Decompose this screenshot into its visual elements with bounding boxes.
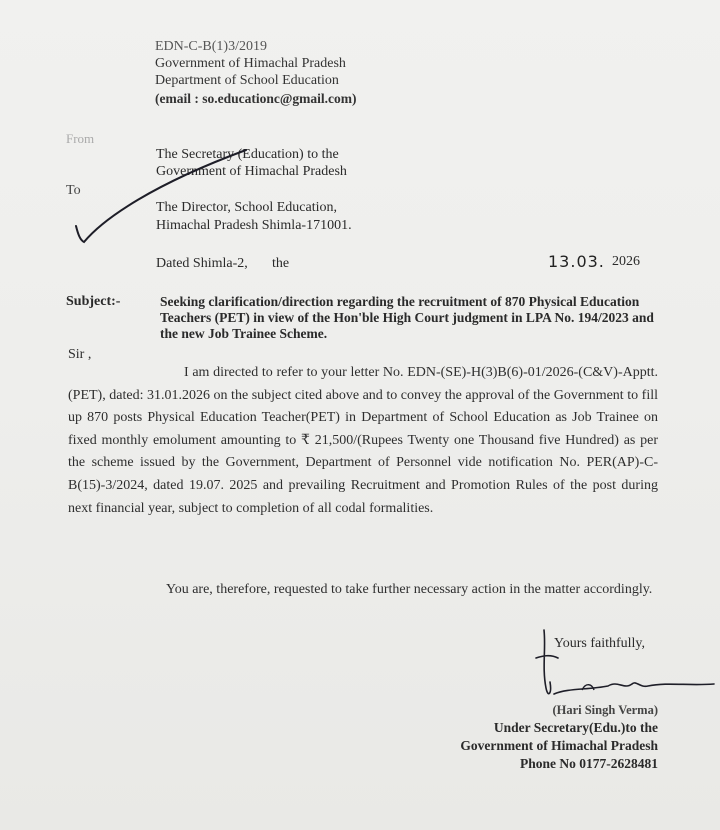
salutation: Sir , <box>68 347 92 362</box>
government-name: Government of Himachal Pradesh <box>155 56 346 71</box>
tick-mark-icon <box>64 148 254 258</box>
email-line: (email : so.educationc@gmail.com) <box>155 91 357 106</box>
dated-year: 2026 <box>612 254 640 269</box>
handwritten-date: 13.03. <box>548 252 605 271</box>
from-line-1: The Secretary (Education) to the <box>156 147 339 162</box>
signature-icon <box>528 628 718 708</box>
body-paragraph-2: You are, therefore, requested to take further necessary action in the matter accordingly. <box>166 582 653 597</box>
from-label: From <box>66 131 95 146</box>
dated-label: Dated Shimla-2, <box>156 256 248 271</box>
phone-number: Phone No 0177-2628481 <box>520 756 658 771</box>
reference-number: EDN-C-B(1)3/2019 <box>155 39 267 54</box>
dated-the: the <box>272 256 290 271</box>
subject-text: Seeking clarification/direction regarding the recruitment of 870 Physical Education Teachers (PET) in view of the Hon'ble High Court judgment in LPA No. 194/2023 and the new Job Trainee Scheme. <box>160 294 654 341</box>
subject-label: Subject:- <box>66 294 121 309</box>
body-paragraph-1: I am directed to refer to your letter No. EDN-(SE)-H(3)B(6)-01/2026-(C&V)-Apptt.(PET), dated: 31.01.2026 on the subject cited above and to convey the approval of the Government to fill up 870 posts Physical Education Teacher(PET) in Department of School Education as Job Trainee on fixed monthly emolument amounting to ₹ 21,500/(Rupees Twenty one Thousand five Hundred) as per the scheme issued by the Government, Department of Personnel vide notification No. PER(AP)-C-B(15)-3/2024, dated 19.07. 2025 and prevailing Recruitment and Promotion Rules of the post during next financial year, subject to completion of all codal formalities. <box>68 365 658 516</box>
signatory-name: (Hari Singh Verma) <box>552 703 658 717</box>
yours-faithfully: Yours faithfully, <box>554 636 646 651</box>
from-line-2: Government of Himachal Pradesh <box>156 164 347 179</box>
to-label: To <box>66 183 81 198</box>
to-line-2: Himachal Pradesh Shimla-171001. <box>156 218 352 233</box>
to-line-1: The Director, School Education, <box>156 200 337 215</box>
department-name: Department of School Education <box>155 73 339 88</box>
designation-line-1: Under Secretary(Edu.)to the <box>493 720 658 735</box>
designation-line-2: Government of Himachal Pradesh <box>460 738 658 753</box>
